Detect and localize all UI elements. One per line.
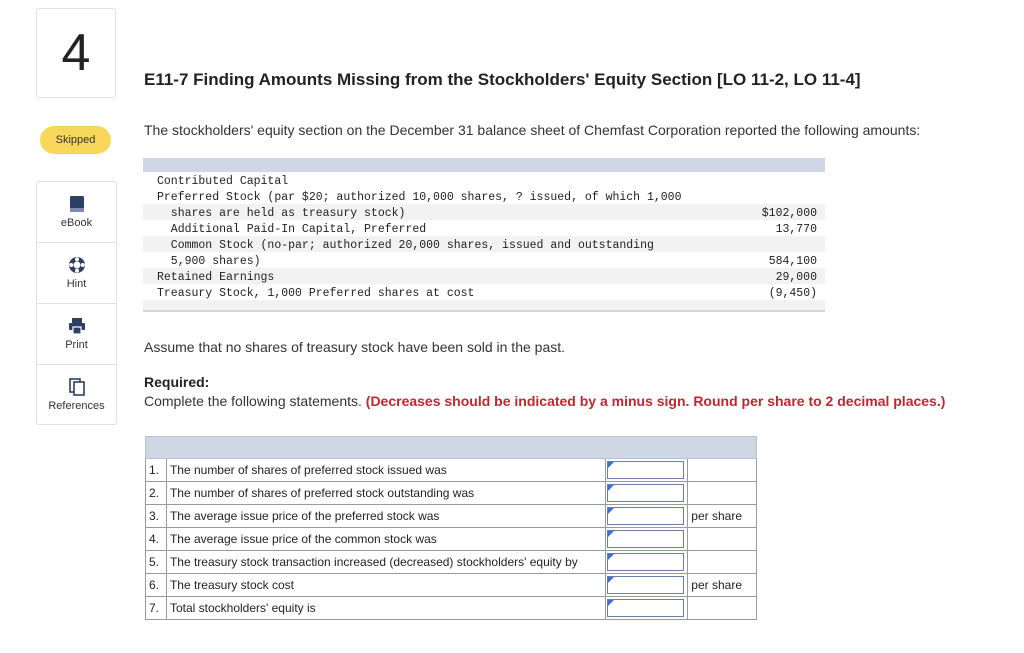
row-stripe xyxy=(143,300,825,310)
answer-input-5[interactable] xyxy=(607,553,684,571)
equity-line: shares are held as treasury stock) xyxy=(157,207,406,220)
answer-cell xyxy=(606,505,688,528)
statement-text: The number of shares of preferred stock outstanding was xyxy=(166,482,605,505)
answer-input-4[interactable] xyxy=(607,530,684,548)
statement-text: The average issue price of the preferred stock was xyxy=(166,505,605,528)
equity-line: 5,900 shares) xyxy=(157,255,261,268)
table-row xyxy=(146,597,757,620)
statement-text: The treasury stock cost xyxy=(166,574,605,597)
unit-label: per share xyxy=(688,574,757,597)
answer-cell xyxy=(606,597,688,620)
print-label: Print xyxy=(65,339,88,351)
required-label: Required: xyxy=(144,374,210,390)
unit-label xyxy=(688,551,757,574)
statement-text: The number of shares of preferred stock issued was xyxy=(166,459,605,482)
equity-line: Retained Earnings xyxy=(157,271,275,284)
status-badge: Skipped xyxy=(40,126,111,154)
table-row xyxy=(146,482,757,505)
table-row xyxy=(146,528,757,551)
equity-amount: (9,450) xyxy=(768,287,817,300)
statement-number: 5. xyxy=(146,551,167,574)
references-button[interactable] xyxy=(37,365,116,425)
problem-intro: The stockholders' equity section on the December 31 balance sheet of Chemfast Corporation reported the following amounts: xyxy=(144,122,921,138)
statement-number: 6. xyxy=(146,574,167,597)
answer-cell xyxy=(606,528,688,551)
equity-table-body xyxy=(143,172,825,312)
answer-input-3[interactable] xyxy=(607,507,684,525)
equity-amount: 13,770 xyxy=(775,223,817,236)
header-cell xyxy=(146,437,757,459)
answer-table-header xyxy=(146,437,757,459)
hint-button[interactable] xyxy=(37,243,116,304)
unit-label xyxy=(688,482,757,505)
ebook-button[interactable] xyxy=(37,182,116,243)
answer-table xyxy=(145,436,757,620)
instructions xyxy=(144,393,945,409)
table-row xyxy=(146,574,757,597)
table-row xyxy=(146,551,757,574)
unit-label: per share xyxy=(688,505,757,528)
unit-label xyxy=(688,528,757,551)
ebook-label: eBook xyxy=(60,217,93,229)
equity-amount: $102,000 xyxy=(761,207,817,220)
equity-amount: 29,000 xyxy=(775,271,817,284)
statement-text: The average issue price of the common stock was xyxy=(166,528,605,551)
answer-cell xyxy=(606,482,688,505)
statement-number: 2. xyxy=(146,482,167,505)
statement-text: Total stockholders' equity is xyxy=(166,597,605,620)
statement-number: 4. xyxy=(146,528,167,551)
equity-line: Preferred Stock (par $20; authorized 10,000 shares, ? issued, of which 1,000 xyxy=(157,191,682,204)
instructions-warning: (Decreases should be indicated by a minus sign. Round per share to 2 decimal places.) xyxy=(365,393,946,409)
unit-label xyxy=(688,459,757,482)
printer-icon xyxy=(68,317,86,335)
equity-table-header xyxy=(143,158,825,172)
statement-number: 3. xyxy=(146,505,167,528)
unit-label xyxy=(688,597,757,620)
answer-input-1[interactable] xyxy=(607,461,684,479)
references-label: References xyxy=(48,400,105,412)
references-icon xyxy=(68,378,86,396)
statement-number: 1. xyxy=(146,459,167,482)
equity-amount: 584,100 xyxy=(768,255,817,268)
equity-line: Contributed Capital xyxy=(157,175,289,188)
equity-line: Treasury Stock, 1,000 Preferred shares at cost xyxy=(157,287,475,300)
book-icon xyxy=(68,195,86,213)
table-row xyxy=(146,459,757,482)
statement-number: 7. xyxy=(146,597,167,620)
answer-cell xyxy=(606,459,688,482)
equity-section-table xyxy=(143,158,825,313)
assumption-text: Assume that no shares of treasury stock have been sold in the past. xyxy=(144,339,566,355)
answer-cell xyxy=(606,551,688,574)
print-button[interactable] xyxy=(37,304,116,365)
lifebuoy-icon xyxy=(68,256,86,274)
equity-line: Additional Paid-In Capital, Preferred xyxy=(157,223,427,236)
statement-text: The treasury stock transaction increased (decreased) stockholders' equity by xyxy=(166,551,605,574)
table-row xyxy=(146,505,757,528)
answer-input-7[interactable] xyxy=(607,599,684,617)
problem-title: E11-7 Finding Amounts Missing from the Stockholders' Equity Section [LO 11-2, LO 11-4] xyxy=(144,70,861,89)
answer-cell xyxy=(606,574,688,597)
answer-input-2[interactable] xyxy=(607,484,684,502)
answer-input-6[interactable] xyxy=(607,576,684,594)
instructions-text: Complete the following statements. xyxy=(144,393,362,409)
hint-label: Hint xyxy=(66,278,87,290)
equity-line: Common Stock (no-par; authorized 20,000 shares, issued and outstanding xyxy=(157,239,654,252)
question-number: 4 xyxy=(36,8,116,98)
tools-panel xyxy=(36,181,117,425)
